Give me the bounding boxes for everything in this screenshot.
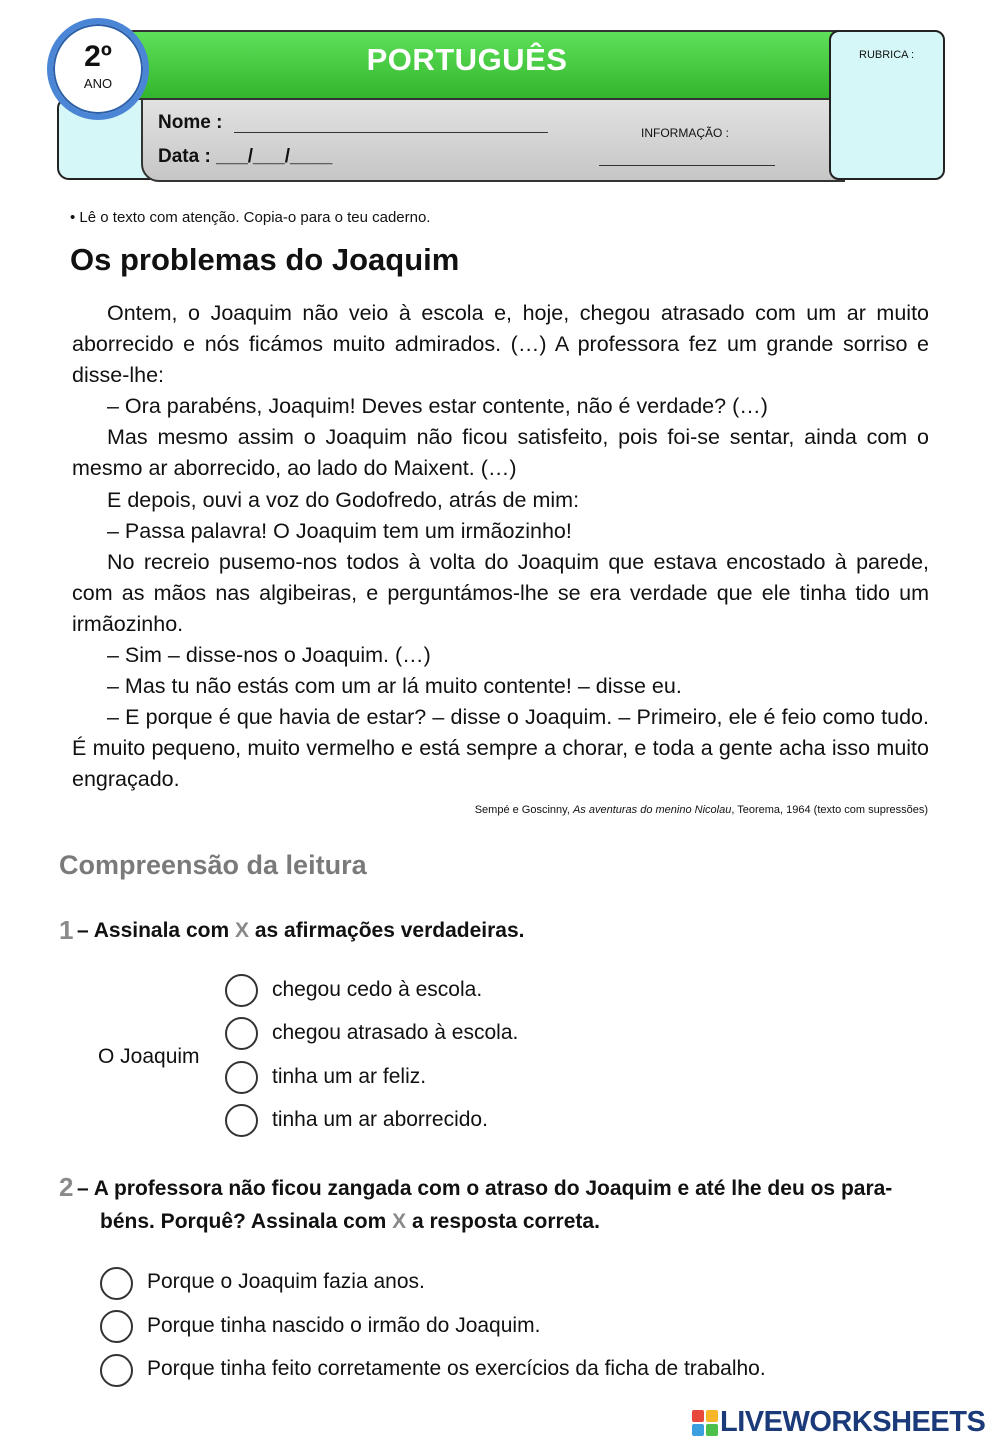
q1-option-4-radio[interactable] (225, 1104, 258, 1137)
story-source (475, 804, 928, 816)
q2-option-2-radio[interactable] (100, 1310, 133, 1343)
q1-option-3-label: tinha um ar feliz. (272, 1065, 427, 1088)
q1-option-3-radio[interactable] (225, 1061, 258, 1094)
grade-number: 2º (84, 40, 112, 73)
subject-title: PORTUGUÊS (366, 42, 568, 77)
instruction: • Lê o texto com atenção. Copia-o para o teu caderno. (70, 209, 431, 226)
source-rest: , Teorema, 1964 (texto com supressões) (731, 804, 928, 816)
q1-option-2-radio[interactable] (225, 1017, 258, 1050)
q2-option-1-radio[interactable] (100, 1267, 133, 1300)
info-field-line[interactable] (599, 165, 775, 166)
student-info-panel (141, 92, 845, 182)
question-2-line-1: – A professora não ficou zangada com o atraso do Joaquim e até lhe deu os para- (77, 1177, 893, 1200)
story-paragraph: – Mas tu não estás com um ar lá muito contente! – disse eu. (107, 674, 682, 699)
q1-option-2-label: chegou atrasado à escola. (272, 1021, 519, 1044)
q2-option-2-label: Porque tinha nascido o irmão do Joaquim. (147, 1314, 541, 1337)
q2-text-before: béns. Porquê? Assinala com (100, 1210, 393, 1233)
name-field-line[interactable] (234, 132, 548, 133)
name-label: Nome : (158, 112, 223, 133)
q1-text-after: as afirmações verdadeiras. (248, 919, 525, 942)
grade-badge (47, 18, 149, 120)
story-paragraph: – Sim – disse-nos o Joaquim. (…) (107, 643, 431, 668)
story-paragraph: – Ora parabéns, Joaquim! Deves estar contente, não é verdade? (…) (107, 394, 768, 419)
q1-subject: O Joaquim (98, 1045, 200, 1068)
worksheet-header (57, 28, 945, 180)
q2-option-3-label: Porque tinha feito corretamente os exercícios da ficha de trabalho. (147, 1357, 766, 1380)
story-paragraph: – Passa palavra! O Joaquim tem um irmãozinho! (107, 518, 572, 543)
story-paragraph: – E porque é que havia de estar? – disse o Joaquim. – Primeiro, ele é feio como tudo. É muito pequeno, muito vermelho e está sempre a chorar, e toda a gente acha isso muito engraçado. (72, 705, 929, 792)
section-title: Compreensão da leitura (59, 850, 367, 880)
source-authors: Sempé e Goscinny, (474, 804, 573, 816)
rubrica-box (829, 30, 945, 180)
question-2-number: 2 (59, 1172, 74, 1202)
question-1-text (77, 914, 525, 947)
story-text (72, 298, 929, 796)
liveworksheets-logo-icon (692, 1410, 718, 1436)
liveworksheets-logo-text: LIVEWORKSHEETS (720, 1406, 986, 1438)
question-2-line-2 (100, 1205, 600, 1238)
rubrica-label: RUBRICA : (859, 49, 915, 61)
q1-text-before: – Assinala com (77, 919, 235, 942)
story-paragraph: Ontem, o Joaquim não veio à escola e, hoje, chegou atrasado com um ar muito aborrecido e nós ficámos muito admirados. (…) A professora fez um grande sorriso e disse-lhe: (72, 301, 929, 388)
q2-option-1-label: Porque o Joaquim fazia anos. (147, 1270, 425, 1293)
q1-option-4-label: tinha um ar aborrecido. (272, 1108, 488, 1131)
story-paragraph: Mas mesmo assim o Joaquim não ficou satisfeito, pois foi-se sentar, ainda com o mesmo ar aborrecido, ao lado do Maixent. (…) (72, 425, 929, 481)
q2-text-after: a resposta correta. (406, 1210, 600, 1233)
q1-x-mark: X (234, 919, 249, 942)
story-paragraph: E depois, ouvi a voz do Godofredo, atrás de mim: (107, 487, 580, 512)
story-paragraph: No recreio pusemo-nos todos à volta do Joaquim que estava encostado à parede, com as mãos nas algibeiras, e perguntámos-lhe se era verdade que ele tinha tido um irmãozinho. (72, 549, 929, 636)
date-label[interactable]: Data : ___/___/____ (158, 146, 333, 167)
q2-option-3-radio[interactable] (100, 1354, 133, 1387)
grade-label: ANO (83, 76, 113, 91)
question-1-number: 1 (59, 915, 74, 945)
source-book: As aventuras do menino Nicolau (572, 804, 732, 816)
info-label: INFORMAÇÃO : (641, 126, 730, 140)
q2-x-mark: X (392, 1210, 407, 1233)
q1-option-1-radio[interactable] (225, 974, 258, 1007)
story-title: Os problemas do Joaquim (70, 242, 460, 277)
q1-option-1-label: chegou cedo à escola. (272, 978, 483, 1001)
